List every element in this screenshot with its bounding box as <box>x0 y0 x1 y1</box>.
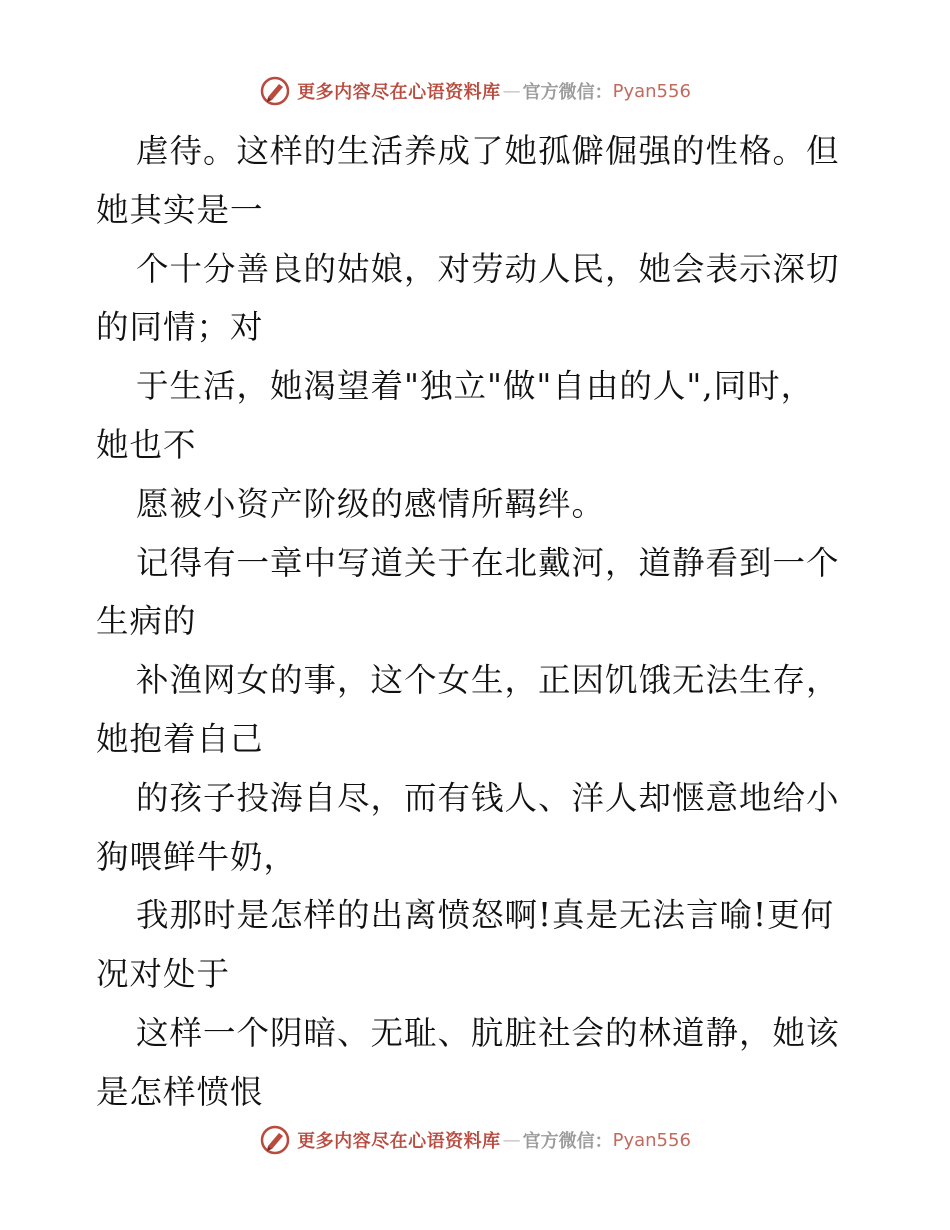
body-line: 这样一个阴暗、无耻、肮脏社会的林道静，她该 <box>136 1013 840 1052</box>
body-line: 是怎样愤恨 <box>96 1072 264 1111</box>
header-watermark <box>0 71 950 111</box>
body-line: 虐待。这样的生活养成了她孤僻倔强的性格。但 <box>136 132 840 170</box>
footer-brand-text: 更多内容尽在心语资料库 <box>297 1131 501 1152</box>
header-brand-text: 更多内容尽在心语资料库 <box>297 82 501 103</box>
header-wechat-id: Pyan556 <box>612 80 691 102</box>
header-wechat-label: 官方微信： <box>522 82 613 103</box>
body-line: 狗喂鲜牛奶， <box>96 837 298 876</box>
pen-logo-icon <box>259 75 291 107</box>
body-line: 于生活，她渴望着"独立"做"自由的人",同时， <box>136 367 815 406</box>
body-line: 生病的 <box>96 602 197 641</box>
body-line: 她抱着自己 <box>96 719 264 758</box>
footer-wechat-label: 官方微信： <box>522 1131 613 1152</box>
footer-watermark <box>0 1120 950 1160</box>
body-line: 个十分善良的姑娘，对劳动人民，她会表示深切 <box>136 249 840 288</box>
body-line: 我那时是怎样的出离愤怒啊!真是无法言喻!更何 <box>136 896 835 935</box>
body-line: 的同情；对 <box>96 308 264 347</box>
footer-wechat-id: Pyan556 <box>612 1129 691 1151</box>
body-line: 补渔网女的事，这个女生，正因饥饿无法生存， <box>136 661 840 700</box>
body-line: 记得有一章中写道关于在北戴河，道静看到一个 <box>136 543 840 582</box>
body-line: 的孩子投海自尽，而有钱人、洋人却惬意地给小 <box>136 778 840 817</box>
body-line: 她也不 <box>96 425 197 464</box>
body-line: 况对处于 <box>96 955 231 994</box>
document-body <box>96 122 866 1122</box>
header-separator: — <box>502 80 521 102</box>
footer-separator: — <box>502 1129 521 1151</box>
body-line: 她其实是一 <box>96 190 264 229</box>
pen-logo-icon <box>259 1124 291 1156</box>
body-line: 愿被小资产阶级的感情所羁绊。 <box>136 484 606 523</box>
